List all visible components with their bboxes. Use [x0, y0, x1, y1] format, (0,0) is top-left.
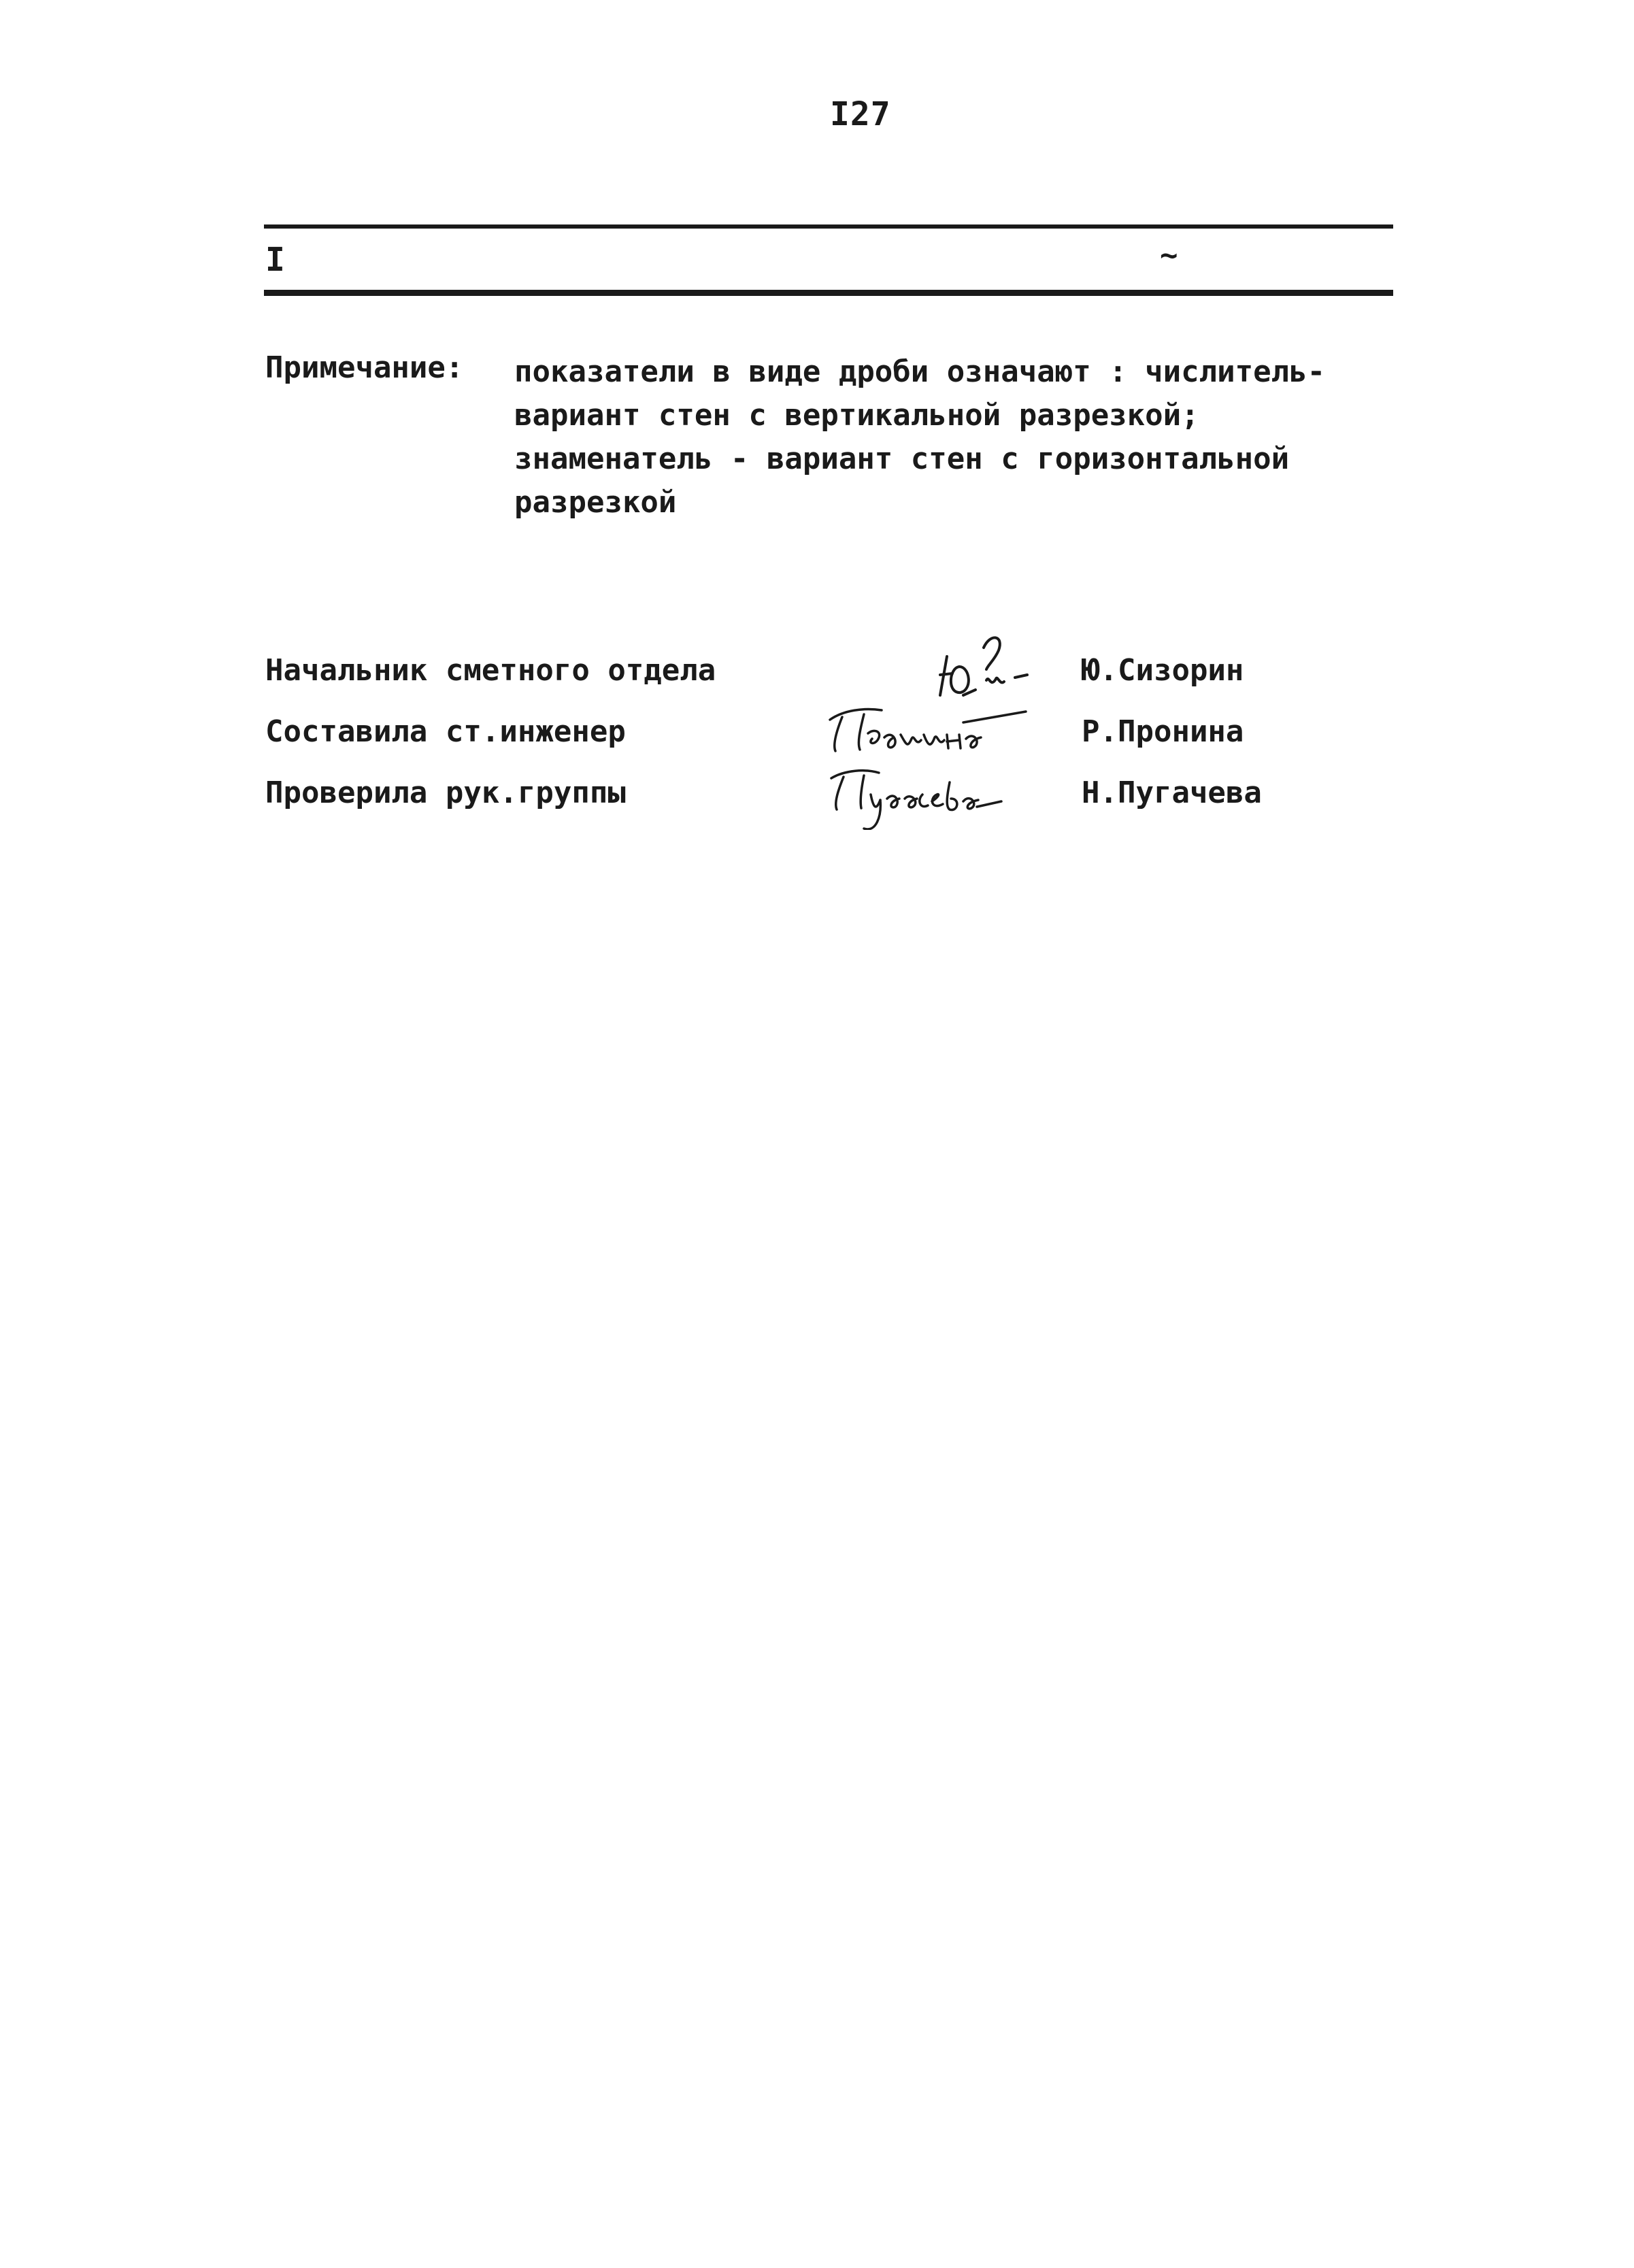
table-top-rule	[264, 224, 1393, 229]
note-line: разрезкой	[514, 485, 677, 520]
note-line: вариант стен с вертикальной разрезкой;	[514, 398, 1199, 433]
note-label: Примечание:	[265, 350, 464, 385]
page-number: I27	[830, 95, 891, 133]
signature-title: Проверила рук.группы	[265, 776, 626, 810]
table-bottom-rule	[264, 290, 1393, 296]
signature-title: Начальник сметного отдела	[265, 653, 716, 688]
row-number: I	[265, 241, 285, 279]
note-line: знаменатель - вариант стен с горизонтальной	[514, 441, 1290, 476]
row-mark: ~	[1160, 238, 1178, 273]
signature-row-group-leader	[265, 769, 1422, 830]
table-row	[265, 238, 1388, 279]
note-text	[514, 350, 1399, 524]
signatory-name: Н.Пугачева	[1082, 776, 1262, 810]
signatory-name: Ю.Сизорин	[1082, 653, 1244, 688]
signature-title: Составила ст.инженер	[265, 714, 626, 749]
note-line: показатели в виде дроби означают : числитель-	[514, 354, 1326, 389]
handwritten-signature-pugacheva	[762, 741, 1061, 830]
signatory-name: Р.Пронина	[1082, 714, 1244, 749]
